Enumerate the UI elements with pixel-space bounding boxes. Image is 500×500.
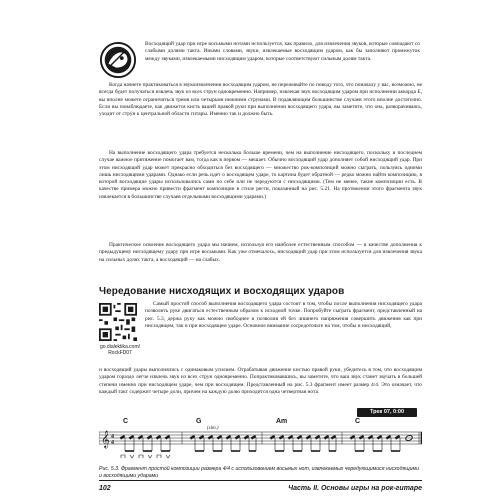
running-head: Часть II. Основы игры на рок-гитаре <box>288 485 422 492</box>
page-number: 102 <box>99 485 111 492</box>
treble-clef-icon: 𝄞 <box>101 430 110 448</box>
chord-symbol: G <box>196 418 202 425</box>
qr-code: RockFD07 <box>108 350 132 357</box>
paragraph-3: Практическое освоение восходящего удара мы начнем, используя его наиболее естественным способом — в качестве дополнения к предыдущему нисходящему удару при игре восьмыми. Как уже отмечалось, нисходящий удар при этом используется для извлечения звука на сильных долях такта, а восходящий — на слабых. <box>99 242 422 263</box>
time-signature-top: 4 <box>111 434 114 440</box>
tip-text: Восходящий удар при игре восьмыми нотами используется, как правило, для извлечения звуков, которые совпадают со слабыми долями такта. Иными словами, звуки, извлекаемые восходящим ударом, как бы заполняют промежуток между звуками, извлекаемыми нисходящим ударом, которые соответствуют сильным долям такта. <box>145 41 420 62</box>
paragraph-2: На выполнение восходящего удара требуется несколько больше времени, чем на выполнение нисходящего, поскольку в последнем случае важное притяжение помогает вам, тогда как в первом — мешает. Обычно восходящий удар дополняет собой нисходящий удар. При этом нисходящий удар может прекрасно обходиться без восходящего — множество рок-композиций можно сыграть, пользуясь одними лишь нисходящими ударами. Однако если речь идет о восходящем ударе, то картина будет обратной — редко можно найти композицию, в которой восходящие удары использовались сами по себе или не чередуются с нисходящими. (Тем не менее, такие композиции есть. В качестве примера можно привести фрагмент композиции в стиле регги, показанный на рис. 5.21. На протяжении этого фрагмента звук извлекается в большинстве случаев отдельными восходящими ударами.) <box>99 150 422 200</box>
paragraph-1: Когда начнете практиковаться в звукоизвлечении восходящим ударом, не переживайте по поводу того, что поначалу у вас, возможно, не всегда будет получаться извлечь звук из всех струн одновременно. Например, извлекая звук восходящим ударом при исполнении аккорда E, вы вполне можете ограничиться тремя или четырьмя нижними струнами. В подавляющем большинстве случаев этого вполне достаточно. Если вы понаблюдаете, как движется кисть вашей правой руки при выполнении восходящего удара, вы заметите, что она, разворачиваясь, уходит от струн к центральной области гитары. Именно так и должно быть. <box>99 82 422 118</box>
strum-direction-marks <box>121 455 170 458</box>
music-notation <box>99 414 422 462</box>
footer-rule <box>99 480 422 481</box>
sim-marking: (sim.) <box>207 426 219 431</box>
strum-tip-icon <box>99 41 137 79</box>
chord-symbol: Am <box>276 418 288 425</box>
slash-notes <box>125 438 400 451</box>
section-paragraph-continued: и восходящий удары выполнялись с одинаковым усилием. Отрабатывая движение кистью правой руки, убедитесь в том, что восходящим ударом гораздо легче извлечь звук из всех струн одновременно. Попрактиковавшись, вы заметите, что ваш звук станет звучать в большей степени именно при нисходящем ударе, чем при восходящем. Представленный на рис. 5.3 фрагмент имеет размер 4/4. Это означает, что каждый такт содержит четыре доли, причем на каждую долю приходится одна четвертная нота. <box>99 367 422 395</box>
qr-code-icon <box>99 303 137 341</box>
figure-caption: Рис. 5.3. Фрагмент простой композиции размера 4/4 с использованием восьмых нот, извлекаемых чередующимися нисходящими и восходящими ударами <box>99 466 419 479</box>
time-signature-bottom: 4 <box>111 440 114 446</box>
section-paragraph: Самый простой способ выполнения восходящего удара состоит в том, чтобы после выполнения нисходящего удара позволить руке двигаться естественным образом к исходной точке. Попробуйте сыграть фрагмент, представленный на рис. 5.3, держа руку как можно свободнее и позволив ей без лишнего напряжения совершить движения как при нисходящем, так и при восходящем ударе. Основное внимание сосредоточьте на том, чтобы и нисходящий, <box>145 301 422 329</box>
qr-caption <box>95 344 145 357</box>
chord-symbol: C <box>355 418 361 425</box>
chord-symbol: C <box>123 418 129 425</box>
track-badge: Трек 07, 0:00 <box>357 408 417 417</box>
section-title: Чередование нисходящих и восходящих ударов <box>99 286 345 297</box>
qr-site: go.dialektika.com/ <box>99 344 141 350</box>
